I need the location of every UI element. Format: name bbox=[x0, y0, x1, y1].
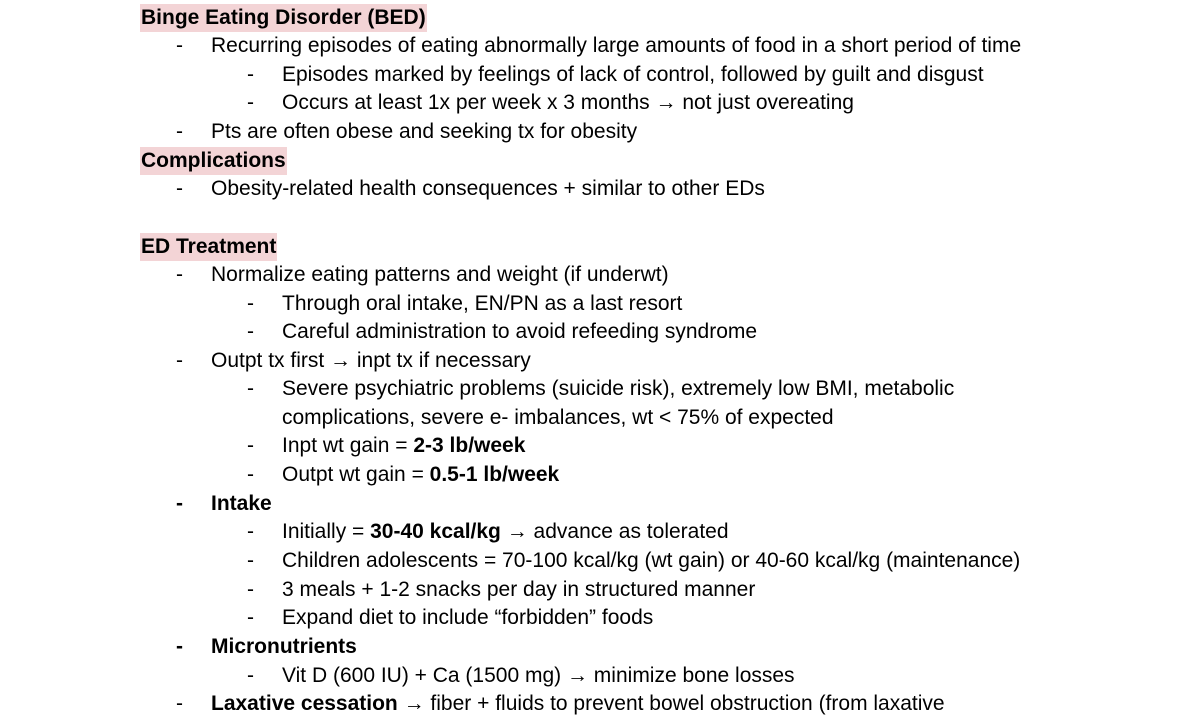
list-item-text: Micronutrients bbox=[211, 635, 357, 658]
bullet-dash: - bbox=[247, 606, 254, 629]
list-item-text: Severe psychiatric problems (suicide risk), extremely low BMI, metabolic bbox=[282, 377, 955, 400]
list-item-text: Episodes marked by feelings of lack of control, followed by guilt and disgust bbox=[282, 63, 984, 86]
heading-ed-treatment: ED Treatment bbox=[140, 233, 277, 261]
heading-complications: Complications bbox=[140, 147, 287, 175]
list-item-text: complications, severe e- imbalances, wt < 75% of expected bbox=[282, 406, 834, 429]
laxative-rest: → fiber + fluids to prevent bowel obstruction (from laxative bbox=[397, 692, 945, 715]
inpt-gain-value: 2-3 lb/week bbox=[413, 434, 526, 457]
bullet-dash: - bbox=[176, 263, 183, 286]
bullet-dash: - bbox=[247, 520, 254, 543]
bullet-dash: - bbox=[176, 177, 183, 200]
bullet-dash: - bbox=[247, 320, 254, 343]
list-item-text bbox=[282, 461, 559, 489]
list-item-text: Outpt tx first → inpt tx if necessary bbox=[211, 349, 531, 372]
list-item-text bbox=[282, 432, 525, 460]
bullet-dash: - bbox=[176, 692, 183, 715]
inpt-gain-label: Inpt wt gain = bbox=[282, 434, 414, 457]
bullet-dash: - bbox=[176, 34, 183, 57]
list-item-text: 3 meals + 1-2 snacks per day in structured manner bbox=[282, 578, 756, 601]
intake-rest: → advance as tolerated bbox=[500, 520, 729, 543]
list-item-text: Recurring episodes of eating abnormally large amounts of food in a short period of time bbox=[211, 34, 1022, 57]
list-item-text: Through oral intake, EN/PN as a last resort bbox=[282, 292, 683, 315]
bullet-dash: - bbox=[247, 91, 254, 114]
heading-bed: Binge Eating Disorder (BED) bbox=[140, 4, 427, 32]
list-item-text: Children adolescents = 70-100 kcal/kg (wt gain) or 40-60 kcal/kg (maintenance) bbox=[282, 549, 1021, 572]
bullet-dash: - bbox=[176, 349, 183, 372]
bullet-dash: - bbox=[247, 63, 254, 86]
list-item-text: Intake bbox=[211, 492, 272, 515]
list-item-text bbox=[282, 518, 729, 546]
bullet-dash: - bbox=[247, 664, 254, 687]
bullet-dash: - bbox=[247, 549, 254, 572]
outpt-gain-label: Outpt wt gain = bbox=[282, 463, 430, 486]
list-item-text: Expand diet to include “forbidden” foods bbox=[282, 606, 654, 629]
list-item-text: Vit D (600 IU) + Ca (1500 mg) → minimize bone losses bbox=[282, 664, 795, 687]
bullet-dash: - bbox=[176, 492, 183, 515]
list-item-text: Careful administration to avoid refeeding syndrome bbox=[282, 320, 758, 343]
intake-label: Initially = bbox=[282, 520, 371, 543]
outpt-gain-value: 0.5-1 lb/week bbox=[429, 463, 560, 486]
bullet-dash: - bbox=[247, 292, 254, 315]
bullet-dash: - bbox=[247, 434, 254, 457]
bullet-dash: - bbox=[176, 120, 183, 143]
list-item-text: Obesity-related health consequences + similar to other EDs bbox=[211, 177, 765, 200]
bullet-dash: - bbox=[247, 377, 254, 400]
list-item-text bbox=[211, 690, 945, 718]
bullet-dash: - bbox=[176, 635, 183, 658]
bullet-dash: - bbox=[247, 463, 254, 486]
list-item-text: Pts are often obese and seeking tx for obesity bbox=[211, 120, 638, 143]
list-item-text: Normalize eating patterns and weight (if underwt) bbox=[211, 263, 669, 286]
bullet-dash: - bbox=[247, 578, 254, 601]
intake-value: 30-40 kcal/kg bbox=[370, 520, 501, 543]
laxative-label: Laxative cessation bbox=[211, 692, 398, 715]
list-item-text: Occurs at least 1x per week x 3 months → not just overeating bbox=[282, 91, 854, 114]
